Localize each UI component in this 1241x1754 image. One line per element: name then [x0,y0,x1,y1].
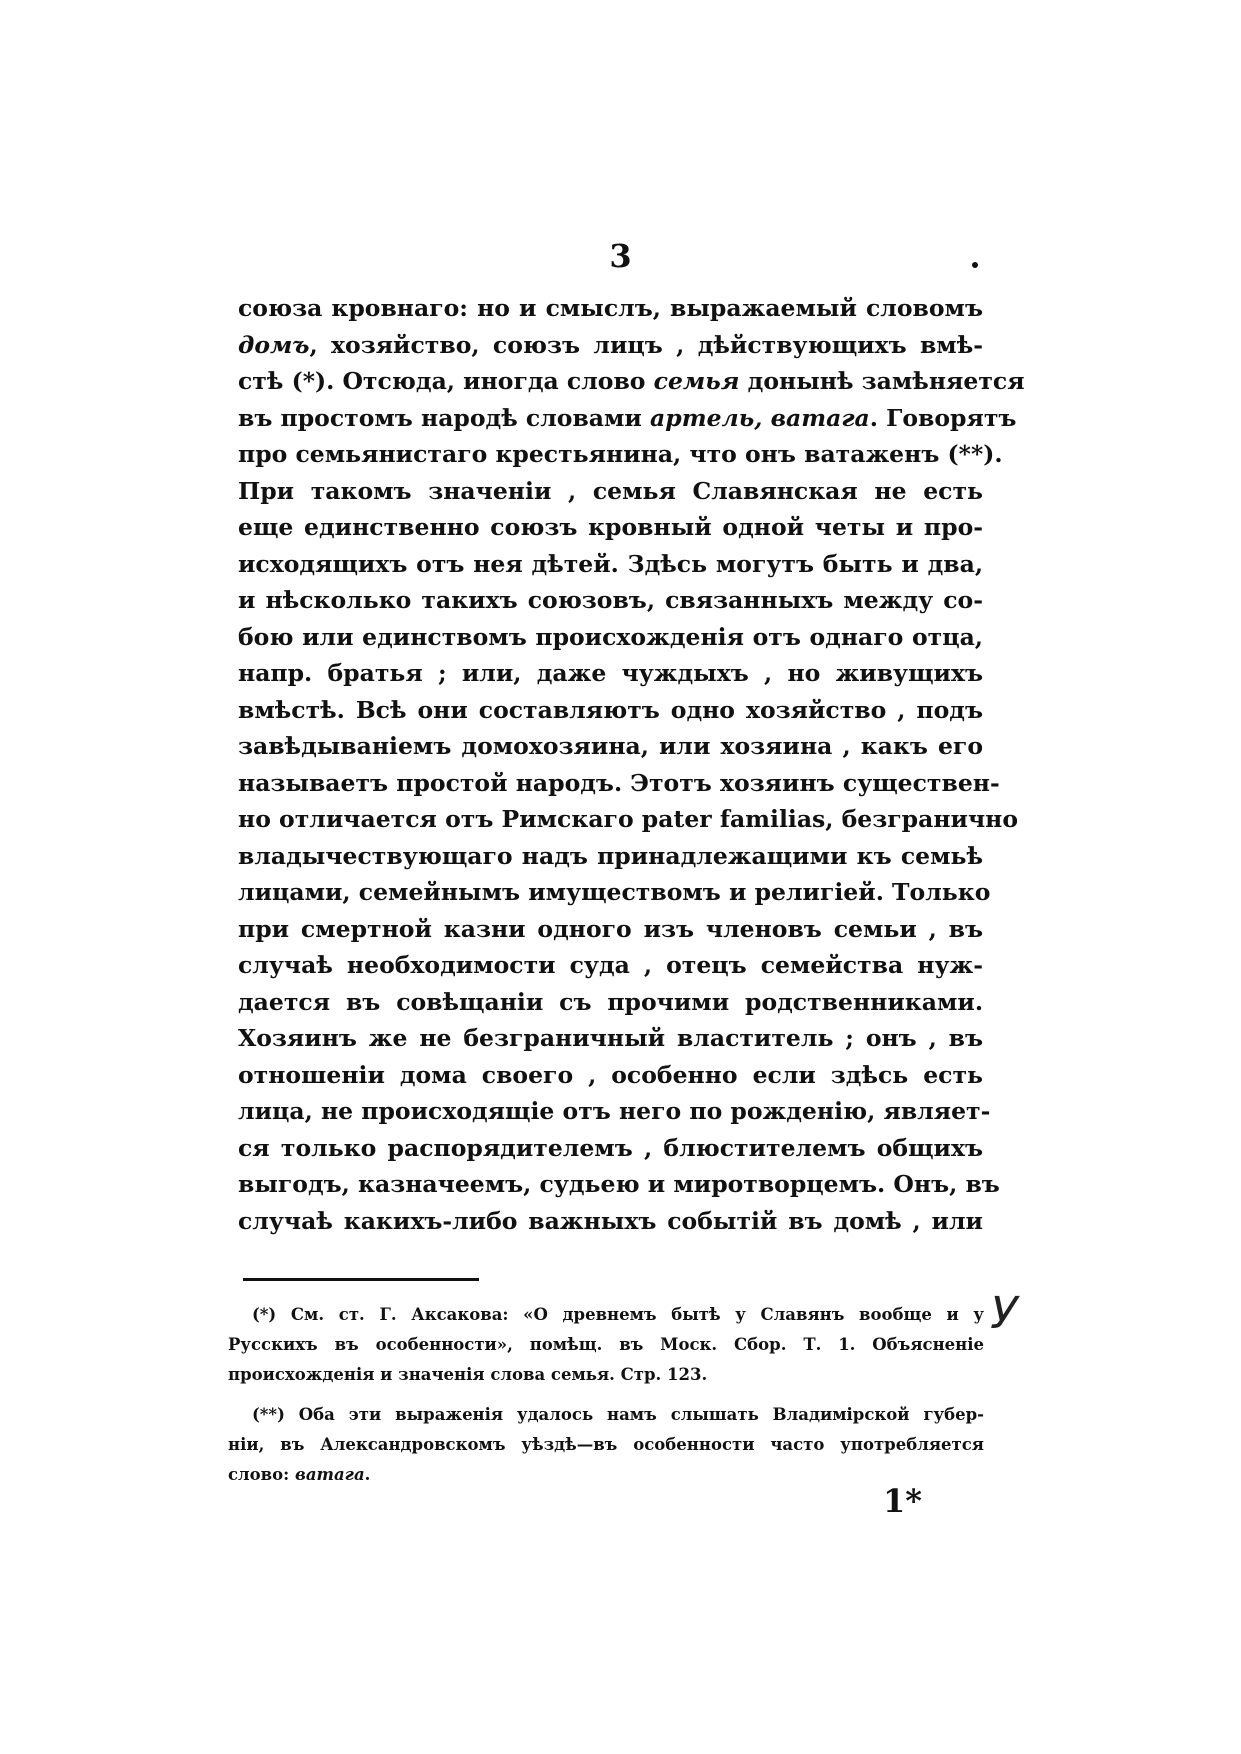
text-line: лица, не происходящіе отъ него по рожденію, являет- [238,1097,991,1125]
text-line: выгодъ, казначеемъ, судьею и миротворцемъ. Онъ, въ [238,1170,1000,1198]
text-span: донынѣ замѣняется [739,367,1025,395]
text-line: вмѣстѣ. Всѣ они составляютъ одно хозяйство , подъ [238,695,983,724]
text-span: . Говорятъ [869,403,1017,432]
italic-term: домъ [238,330,310,359]
text-span: въ простомъ народѣ словами [238,403,651,432]
text-line: случаѣ необходимости суда , отецъ семейства нуж- [238,951,983,979]
text-span: союза кровнаго: но и смыслъ, выражаемый словомъ [238,294,983,322]
footnote-rule [243,1278,479,1281]
footnote-line: (**) Оба эти выраженія удалось намъ слышать Владимірской губер- [252,1405,984,1424]
text-line: дается въ совѣщаніи съ прочими родственниками. [238,987,983,1016]
text-line: при смертной казни одного изъ членовъ семьи , въ [238,914,983,943]
text-line [238,327,983,364]
main-text [238,290,1025,1239]
text-line: отношеніи дома своего , особенно если здѣсь есть [238,1060,983,1089]
italic-term: артель, ватага [650,403,870,432]
text-line: ся только распорядителемъ , блюстителемъ общихъ [238,1133,983,1162]
text-line [238,400,1017,437]
ink-dot [972,262,978,268]
signature-mark: 1* [883,1482,922,1520]
text-line: исходящихъ отъ нея дѣтей. Здѣсь могутъ быть и два, [238,549,983,578]
text-line: лицами, семейнымъ имуществомъ и религіей. Только [238,878,991,906]
text-line: завѣдываніемъ домохозяина, или хозяина , какъ его [238,732,983,760]
footnote-line [228,1460,984,1490]
italic-term: ватага [295,1465,365,1484]
text-line: Хозяинъ же не безграничный властитель ; онъ , въ [238,1024,983,1052]
handwritten-margin-mark: У [984,1288,1023,1339]
text-span: , хозяйство, союзъ лицъ , дѣйствующихъ вмѣ- [309,330,983,359]
footnote-line: Русскихъ въ особенности», помѣщ. въ Моск. Сбор. Т. 1. Объясненіе [228,1335,984,1354]
text-line: про семьянистаго крестьянина, что онъ ватаженъ (**). [238,440,1003,468]
footnote-gap [228,1390,984,1400]
text-span: . [364,1465,371,1484]
text-line [238,363,1025,400]
footnote-line: ніи, въ Александровскомъ уѣздѣ—въ особенности часто употребляется [228,1435,984,1454]
text-line: и нѣсколько такихъ союзовъ, связанныхъ между со- [238,586,983,614]
text-span: стѣ (*). Отсюда, иногда слово [238,367,654,395]
italic-term: семья [653,367,740,395]
footnote-line: происхожденія и значенія слова семья. Стр. 123. [228,1365,708,1384]
text-line: но отличается отъ Римскаго pater familias, безгранично [238,805,1019,833]
footnote-line: (*) См. ст. Г. Аксакова: «О древнемъ бытѣ у Славянъ вообще и у [252,1305,984,1324]
footnotes [228,1300,984,1490]
page-number: 3 [609,237,632,275]
text-line: называетъ простой народъ. Этотъ хозяинъ существен- [238,768,1000,797]
text-line: случаѣ какихъ-либо важныхъ событій въ домѣ , или [238,1206,983,1235]
text-line: еще единственно союзъ кровный одной четы и про- [238,513,983,541]
text-line [238,290,983,327]
text-line: напр. братья ; или, даже чуждыхъ , но живущихъ [238,659,983,687]
text-span: слово: [228,1465,295,1484]
text-line: владычествующаго надъ принадлежащими къ семьѣ [238,841,983,870]
text-line: бою или единствомъ происхожденія отъ однаго отца, [238,622,983,651]
text-line: При такомъ значеніи , семья Славянская не есть [238,476,983,505]
